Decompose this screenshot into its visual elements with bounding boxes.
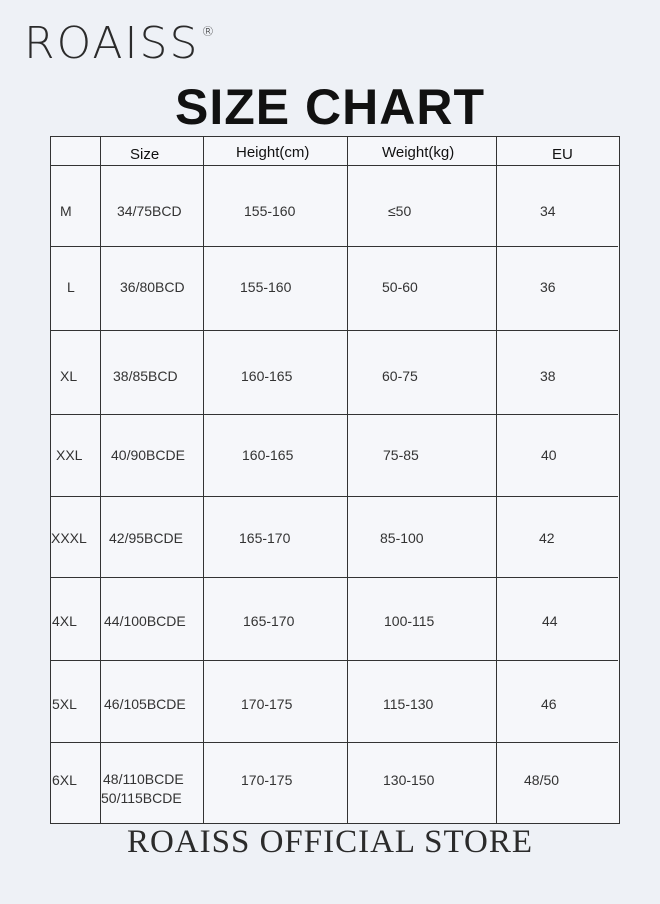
row-eu: 46 (541, 696, 557, 712)
row-weight: 75-85 (383, 447, 419, 463)
grid-line (50, 246, 618, 247)
grid-line (347, 136, 348, 824)
header-eu: EU (552, 146, 573, 163)
row-label: L (67, 279, 75, 295)
grid-line (100, 136, 101, 824)
row-height: 160-165 (241, 368, 293, 384)
row-eu: 34 (540, 203, 556, 219)
size-chart-table (50, 136, 620, 824)
row-label: 5XL (52, 696, 77, 712)
row-size: 40/90BCDE (111, 447, 185, 463)
header-weight: Weight(kg) (382, 144, 455, 161)
row-size: 34/75BCD (117, 203, 182, 219)
grid-line (50, 136, 51, 824)
row-height: 165-170 (243, 613, 295, 629)
grid-line (619, 136, 620, 824)
grid-line (50, 414, 618, 415)
row-height: 170-175 (241, 772, 293, 788)
brand-name: ROAISS (24, 18, 200, 69)
grid-line (50, 496, 618, 497)
header-size: Size (130, 146, 160, 163)
grid-line (50, 330, 618, 331)
row-eu: 44 (542, 613, 558, 629)
row-eu: 48/50 (524, 772, 560, 788)
row-label: 6XL (52, 772, 77, 788)
row-label: M (60, 203, 72, 219)
row-size: 48/110BCDE (103, 771, 184, 787)
row-label: XXXL (51, 530, 87, 546)
store-name: ROAISS OFFICIAL STORE (126, 824, 534, 860)
grid-line (50, 660, 618, 661)
row-weight: 60-75 (382, 368, 418, 384)
row-eu: 36 (540, 279, 556, 295)
row-label: 4XL (52, 613, 77, 629)
grid-line (496, 136, 497, 824)
row-size: 46/105BCDE (104, 696, 186, 712)
row-height: 160-165 (242, 447, 294, 463)
row-label: XL (60, 368, 78, 384)
brand-logo (24, 18, 217, 69)
grid-line (50, 136, 620, 137)
row-label: XXL (56, 447, 83, 463)
row-weight: 115-130 (383, 696, 434, 712)
row-weight: 85-100 (380, 530, 424, 546)
row-weight: 130-150 (383, 772, 435, 788)
registered-mark: ® (201, 25, 217, 40)
row-eu: 40 (541, 447, 557, 463)
row-height: 170-175 (241, 696, 293, 712)
row-size: 44/100BCDE (104, 613, 186, 629)
row-size: 36/80BCD (120, 279, 185, 295)
row-size-alt: 50/115BCDE (101, 790, 182, 806)
grid-line (50, 742, 618, 743)
grid-line (203, 136, 204, 824)
grid-line (50, 577, 618, 578)
grid-line (50, 165, 620, 166)
row-height: 165-170 (239, 530, 291, 546)
row-eu: 38 (540, 368, 556, 384)
row-weight: 50-60 (382, 279, 418, 295)
row-weight: 100-115 (384, 613, 435, 629)
row-size: 38/85BCD (113, 368, 178, 384)
row-eu: 42 (539, 530, 555, 546)
page-title: SIZE CHART (175, 79, 485, 135)
row-weight: ≤50 (388, 203, 412, 219)
row-height: 155-160 (240, 279, 292, 295)
header-height: Height(cm) (236, 144, 310, 161)
row-size: 42/95BCDE (109, 530, 183, 546)
row-height: 155-160 (244, 203, 296, 219)
